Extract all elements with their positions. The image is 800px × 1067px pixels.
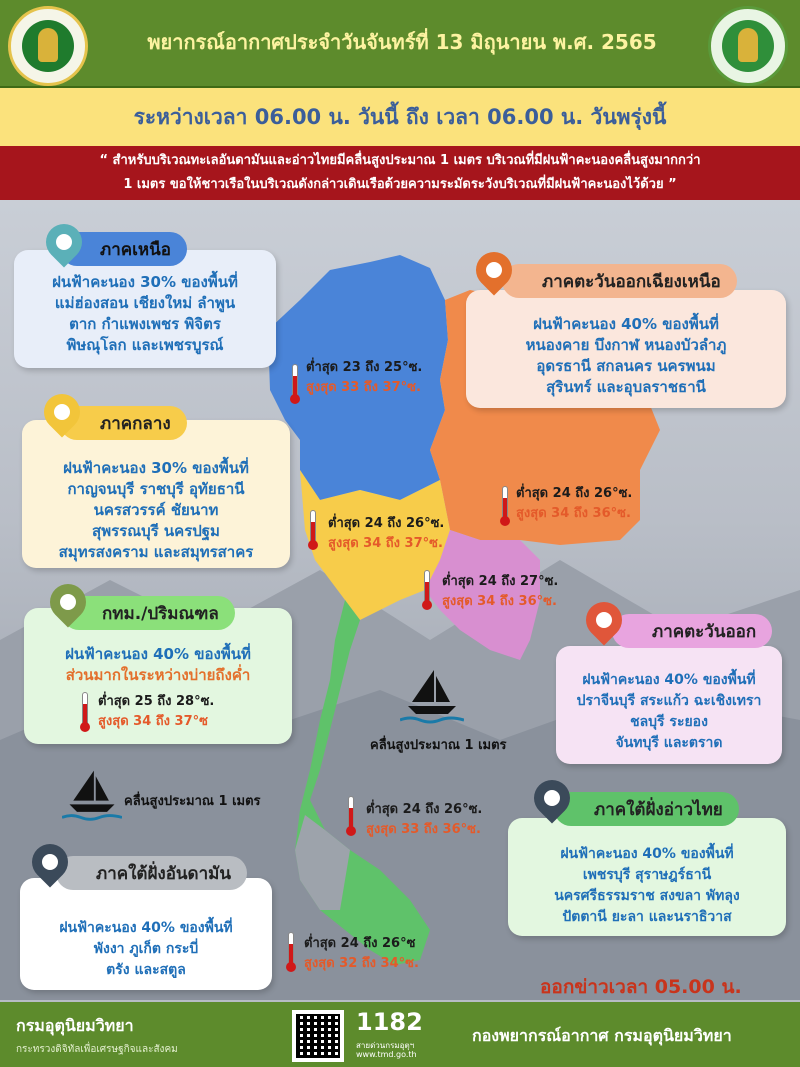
- region-tag-east: [612, 614, 772, 648]
- region-card-south-andaman: [20, 878, 272, 990]
- south-gulf-provinces-3: ปัตตานี ยะลา และนราธิวาส: [562, 909, 732, 925]
- temp-south-andaman: [304, 934, 419, 974]
- footer-bar: [0, 1002, 800, 1067]
- bangkok-rain: ฝนฟ้าคะนอง 40% ของพื้นที่: [65, 645, 251, 663]
- hotline-label: สายด่วนกรมอุตุฯ: [356, 1041, 415, 1050]
- temp-south-gulf: [366, 800, 482, 840]
- region-tag-south-andaman: [56, 856, 247, 890]
- northeast-provinces-2: อุดรธานี สกลนคร นครพนม: [536, 357, 716, 375]
- central-provinces-2: นครสวรรค์ ชัยนาท: [93, 501, 219, 519]
- temp-central: [328, 514, 444, 554]
- andaman-provinces-1: พังงา ภูเก็ต กระบี่: [93, 941, 199, 957]
- northeast-rain: ฝนฟ้าคะนอง 40% ของพื้นที่: [533, 315, 719, 333]
- wave-height-gulf: คลื่นสูงประมาณ 1 เมตร: [370, 738, 507, 753]
- temp-south-gulf-min: ต่ำสุด 24 ถึง 26°ซ.: [366, 802, 483, 817]
- temp-east: [442, 572, 558, 612]
- footer-org-name: กรมอุตุนิยมวิทยา: [16, 1016, 134, 1035]
- region-name-northeast: ภาคตะวันออกเฉียงเหนือ: [542, 271, 721, 292]
- qr-code-icon[interactable]: [292, 1010, 344, 1062]
- thermometer-icon: [80, 692, 90, 734]
- region-card-central: [22, 420, 290, 568]
- central-provinces-3: สุพรรณบุรี นครปฐม: [92, 522, 220, 540]
- region-name-east: ภาคตะวันออก: [652, 621, 757, 642]
- sailboat-icon: [62, 766, 122, 822]
- temp-south-andaman-min: ต่ำสุด 24 ถึง 26°ซ: [304, 936, 416, 951]
- south-gulf-rain: ฝนฟ้าคะนอง 40% ของพื้นที่: [560, 846, 734, 862]
- east-rain: ฝนฟ้าคะนอง 40% ของพื้นที่: [582, 672, 756, 688]
- issued-time: ออกข่าวเวลา 05.00 น.: [540, 976, 742, 998]
- temp-bangkok-max: สูงสุด 34 ถึง 37°ซ: [98, 714, 208, 729]
- sailboat-icon: [400, 666, 464, 724]
- region-card-south-gulf: [508, 818, 786, 936]
- temp-central-min: ต่ำสุด 24 ถึง 26°ซ.: [328, 516, 445, 531]
- warning-line-2: 1 เมตร ขอให้ชาวเรือในบริเวณดังกล่าวเดินเรือด้วยความระมัดระวังบริเวณที่มีฝนฟ้าคะนองไว้ด้วย ”: [123, 177, 677, 192]
- region-name-bangkok: กทม./ปริมณฑล: [102, 603, 219, 624]
- warning-line-1: “ สำหรับบริเวณทะเลอันดามันและอ่าวไทยมีคลื่นสูงประมาณ 1 เมตร บริเวณที่มีฝนฟ้าคะนองคลื่นสูงมากกว่า: [99, 153, 701, 168]
- region-name-south-andaman: ภาคใต้ฝั่งอันดามัน: [96, 863, 231, 884]
- central-rain: ฝนฟ้าคะนอง 30% ของพื้นที่: [63, 459, 249, 477]
- page-title: พยากรณ์อากาศประจำวันจันทร์ที่ 13 มิถุนายน พ.ศ. 2565: [147, 30, 657, 54]
- map-region-south: [295, 600, 430, 965]
- temp-east-max: สูงสุด 34 ถึง 36°ซ.: [442, 594, 557, 609]
- temp-northeast-max: สูงสุด 34 ถึง 36°ซ.: [516, 506, 631, 521]
- region-name-central: ภาคกลาง: [100, 413, 171, 434]
- footer-ministry: กระทรวงดิจิทัลเพื่อเศรษฐกิจและสังคม: [16, 1044, 178, 1055]
- andaman-provinces-2: ตรัง และสตูล: [106, 962, 186, 978]
- temp-east-min: ต่ำสุด 24 ถึง 27°ซ.: [442, 574, 559, 589]
- temp-north-min: ต่ำสุด 23 ถึง 25°ซ.: [306, 360, 423, 375]
- hotline-number: 1182: [356, 1008, 423, 1036]
- thermometer-icon: [346, 796, 356, 838]
- region-tag-bangkok: [62, 596, 235, 630]
- region-card-north: [14, 250, 276, 368]
- thermometer-icon: [290, 364, 300, 406]
- east-provinces-3: จันทบุรี และตราด: [615, 735, 723, 751]
- temp-central-max: สูงสุด 34 ถึง 37°ซ.: [328, 536, 443, 551]
- thermometer-icon: [500, 486, 510, 528]
- north-provinces-1: แม่ฮ่องสอน เชียงใหม่ ลำพูน: [54, 294, 236, 312]
- north-provinces-2: ตาก กำแพงเพชร พิจิตร: [69, 315, 221, 333]
- temp-northeast: [516, 484, 632, 524]
- central-provinces-1: กาญจนบุรี ราชบุรี อุทัยธานี: [67, 480, 245, 498]
- northeast-provinces-1: หนองคาย บึงกาฬ หนองบัวลำภู: [525, 336, 727, 354]
- region-tag-south-gulf: [554, 792, 739, 826]
- thermometer-icon: [286, 932, 296, 974]
- region-tag-northeast: [502, 264, 737, 298]
- temp-bangkok-min: ต่ำสุด 25 ถึง 28°ซ.: [98, 694, 215, 709]
- north-rain: ฝนฟ้าคะนอง 30% ของพื้นที่: [52, 273, 238, 291]
- region-card-east: [556, 646, 782, 764]
- temp-south-gulf-max: สูงสุด 33 ถึง 36°ซ.: [366, 822, 481, 837]
- temp-northeast-min: ต่ำสุด 24 ถึง 26°ซ.: [516, 486, 633, 501]
- temp-north: [306, 358, 422, 398]
- thermometer-icon: [308, 510, 318, 552]
- region-name-south-gulf: ภาคใต้ฝั่งอ่าวไทย: [594, 799, 723, 820]
- east-provinces-2: ชลบุรี ระยอง: [630, 714, 708, 730]
- north-provinces-3: พิษณุโลก และเพชรบูรณ์: [66, 336, 224, 354]
- andaman-rain: ฝนฟ้าคะนอง 40% ของพื้นที่: [59, 920, 233, 936]
- region-name-north: ภาคเหนือ: [100, 239, 171, 260]
- map-region-andaman: [295, 815, 350, 910]
- temp-north-max: สูงสุด 33 ถึง 37°ซ.: [306, 380, 421, 395]
- south-gulf-provinces-2: นครศรีธรรมราช สงขลา พัทลุง: [554, 888, 740, 904]
- website-link[interactable]: www.tmd.go.th: [356, 1050, 417, 1059]
- wave-height-andaman: คลื่นสูงประมาณ 1 เมตร: [124, 794, 261, 809]
- northeast-provinces-3: สุรินทร์ และอุบลราชธานี: [546, 378, 706, 396]
- thermometer-icon: [422, 570, 432, 612]
- central-provinces-4: สมุทรสงคราม และสมุทรสาคร: [58, 543, 254, 561]
- region-card-northeast: [466, 290, 786, 408]
- forecast-period: ระหว่างเวลา 06.00 น. วันนี้ ถึง เวลา 06.00 น. วันพรุ่งนี้: [133, 104, 667, 129]
- temp-bangkok: [98, 692, 214, 732]
- footer-division: กองพยากรณ์อากาศ กรมอุตุนิยมวิทยา: [472, 1026, 732, 1045]
- east-provinces-1: ปราจีนบุรี สระแก้ว ฉะเชิงเทรา: [576, 693, 762, 709]
- bangkok-timing: ส่วนมากในระหว่างบ่ายถึงค่ำ: [65, 666, 251, 684]
- temp-south-andaman-max: สูงสุด 32 ถึง 34°ซ.: [304, 956, 419, 971]
- south-gulf-provinces-1: เพชรบุรี สุราษฎร์ธานี: [582, 867, 712, 883]
